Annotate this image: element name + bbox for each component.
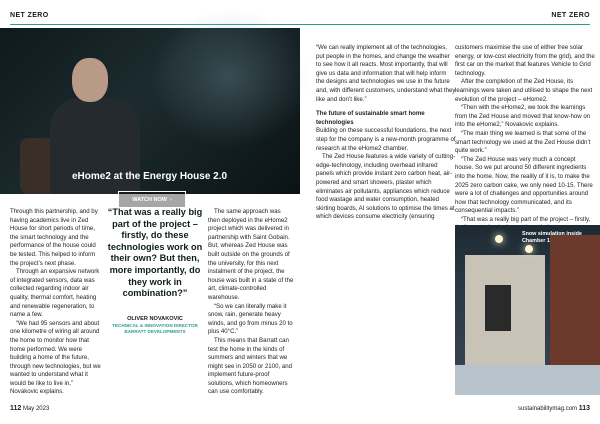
photo-light-1 xyxy=(495,235,503,243)
pull-quote: “That was a really big part of the project – firstly, do these technologies work on their own? But then, more importantly, do they work in combination?” xyxy=(107,207,203,299)
col1-para-2: Through an expansive network of integrated sensors, data was collected regarding indoor air quality, thermal comfort, heating and renewable regeneration, to name a few. xyxy=(10,268,100,319)
photo-light-2 xyxy=(525,245,533,253)
col4-para-2: Building on these successful foundations, the next step for the company is a new-month programme of research at the eHome2 chamber. xyxy=(316,127,456,152)
photo-door xyxy=(485,285,511,331)
snow-chamber-photo xyxy=(455,225,600,395)
col4-para-1: “We can really implement all of the technologies, put people in the homes, and change the weather to see how it all reacts. Most importantly, that will give us data and information that will help inform the designs and technologies we use in the future and, with different customers, understand what they like and don’t like.” xyxy=(316,44,456,103)
photo-caption: Snow simulation inside Chamber 1 xyxy=(522,231,582,244)
column-3 xyxy=(208,208,294,397)
section-tag-right: NET ZERO xyxy=(551,12,590,19)
play-arrow-icon: › xyxy=(169,196,172,203)
photo-snow-floor xyxy=(455,365,600,395)
quote-attribution-name: OLIVER NOVAKOVIC xyxy=(127,316,183,322)
footer-right xyxy=(518,405,590,412)
page-number-left: 112 xyxy=(10,405,22,412)
col3-para-3: This means that Barratt can test the home in the kinds of summers and winters that we might see in 2050 or 2100, and implement future-proof solutions, which homeowners can use comfortably. xyxy=(208,336,293,396)
quote-attribution-role: TECHNICAL & INNOVATION DIRECTOR BARRATT DEVELOPMENTS xyxy=(112,323,198,334)
col5-para-5: “The Zed House was very much a concept house. So we put around 50 different ingredients into the home. Now, the reality of it is, to make the 2025 zero carbon cake, we only need 10-15. There were a lot of challenges and opportunities around how that technology communicated, and its consequential impacts.” xyxy=(455,155,593,215)
column-1 xyxy=(10,208,102,397)
col1-para-1: Through this partnership, and by having academics live in Zed House for short periods of time, the smart technology and the performance of the house could be tested. This helped to inform the project’s next phase. xyxy=(10,208,98,267)
header-rule-right xyxy=(300,24,590,25)
col5-para-2: After the completion of the Zed House, its learnings were taken and utilised to shape the next evolution of the project – eHome2. xyxy=(455,78,593,103)
hero-person-head xyxy=(72,58,108,102)
hero-title: eHome2 at the Energy House 2.0 xyxy=(72,171,228,182)
col5-para-3: “Then with the eHome2, we took the learnings from the Zed House and moved that know-how on into the eHome2,” Novakovic explains. xyxy=(455,104,591,129)
page-number-right: 113 xyxy=(578,405,590,412)
video-hero[interactable] xyxy=(0,28,300,203)
hero-light-glow xyxy=(150,8,310,148)
col3-para-1: The same approach was then deployed in the eHome2 project which was delivered in partnership with Saint Gobain. But, whereas Zed House was built outside on the grounds of the university, for this next instalment of the project, the house was built in a state of the art, climate-controlled warehouse. xyxy=(208,208,294,301)
col3-para-2: “So we can literally make it snow, rain, generate heavy winds, and go from minus 20 to plus 40°C.” xyxy=(208,302,293,336)
col4-subheading: The future of sustainable smart home technologies xyxy=(316,110,425,126)
website-url: sustainabilitymag.com xyxy=(518,406,578,412)
column-5 xyxy=(455,44,595,233)
watch-now-label: WATCH NOW xyxy=(132,196,167,203)
photo-brick-wall xyxy=(550,235,600,375)
section-tag-left: NET ZERO xyxy=(10,12,49,19)
col4-para-3: The Zed House features a wide variety of cutting-edge-technology, including overhead infrared panels which provide instant zero carbon heat, air-powered and smart showers, plaster which eliminates air pollutants, appliances which reduce food wastage and water consumption, heated skirting boards, AI solutions to optimise the times at which devices consume electricity (ensuring xyxy=(316,153,456,221)
col5-para-4: “The main thing we learned is that some of the smart technology we used at the Zed House didn’t quite work.” xyxy=(455,129,591,155)
issue-date: May 2023 xyxy=(22,406,50,412)
watch-now-button[interactable] xyxy=(118,191,186,208)
footer-left xyxy=(10,405,49,412)
col5-para-6: “That was a really big part of the project – firstly, xyxy=(461,215,591,223)
col5-para-1: customers maximise the use of either free solar energy, or low-cost electricity from the grid), and the first car on the market that features Vehicle to Grid technology. xyxy=(455,44,595,77)
col1-para-3: “We had 95 sensors and about one kilometre of wiring all around the home to monitor how that home performed. We were building a home of the future, through new technologies, but we wanted to understand what it would be like to live in,” Novakovic explains. xyxy=(10,319,101,396)
column-4 xyxy=(316,44,456,222)
